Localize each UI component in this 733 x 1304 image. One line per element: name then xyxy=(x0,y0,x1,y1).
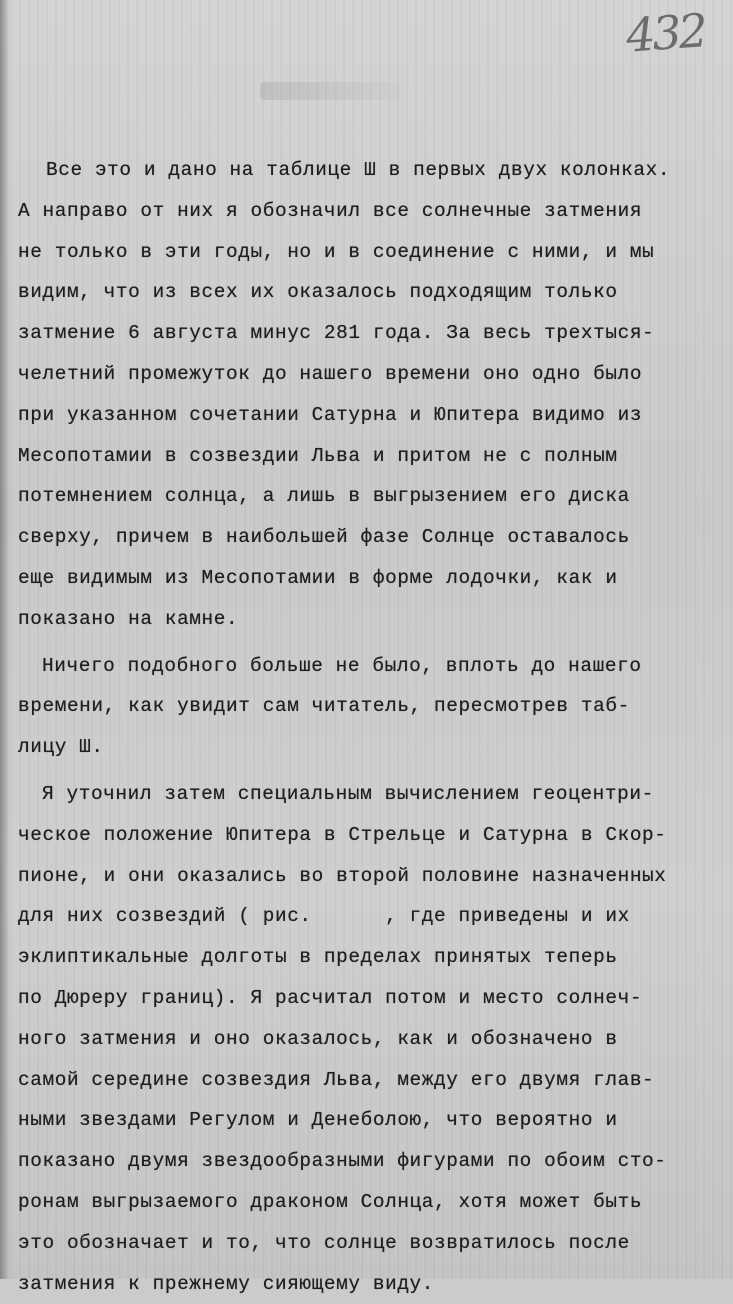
text-line: сверху, причем в наибольшей фазе Солнце оставалось xyxy=(18,526,630,549)
text-line: показано на камне. xyxy=(18,607,239,630)
text-line: для них созвездий ( рис. , где приведены и их xyxy=(18,905,630,928)
text-line: Ничего подобного больше не было, вплоть до нашего xyxy=(42,654,642,677)
text-line: самой середине созвездия Льва, между его двумя глав- xyxy=(18,1068,655,1091)
typed-text-body xyxy=(18,150,730,1304)
text-line: Я уточнил затем специальным вычислением геоцентри- xyxy=(42,782,654,805)
text-line: эклиптикальные долготы в пределах принятых теперь xyxy=(18,946,618,969)
text-line: это обозначает и то, что солнце возвратилось после xyxy=(18,1231,630,1254)
text-line: Все это и дано на таблице Ш в первых двух колонках. xyxy=(46,159,671,181)
text-line: не только в эти годы, но и в соединение с ними, и мы xyxy=(18,240,655,263)
text-line: по Дюреру границ). Я расчитал потом и место солнеч- xyxy=(18,986,643,1009)
text-line: ными звездами Регулом и Денеболою, что вероятно и xyxy=(18,1109,618,1132)
text-line: челетний промежуток до нашего времени оно одно было xyxy=(18,362,643,385)
text-line: потемнением солнца, а лишь в выгрызением его диска xyxy=(18,485,630,508)
text-line: ного затмения и оно оказалось, как и обозначено в xyxy=(18,1027,618,1050)
text-line: показано двумя звездообразными фигурами по обоим сто- xyxy=(18,1150,667,1173)
scan-edge xyxy=(0,0,10,1279)
text-line: ческое положение Юпитера в Стрельце и Сатурна в Скор- xyxy=(18,823,667,846)
text-line: времени, как увидит сам читатель, пересмотрев таб- xyxy=(18,695,630,718)
text-line: ронам выгрызаемого драконом Солнца, хотя может быть xyxy=(18,1190,643,1213)
text-line: Месопотамии в созвездии Льва и притом не с полным xyxy=(18,444,618,467)
text-line: А направо от них я обозначил все солнечные затмения xyxy=(18,199,643,222)
text-line: затмения к прежнему сияющему виду. xyxy=(18,1272,435,1295)
faint-pencil-mark xyxy=(260,82,400,100)
text-line: еще видимым из Месопотамии в форме лодочки, как и xyxy=(18,566,618,589)
text-line: при указанном сочетании Сатурна и Юпитера видимо из xyxy=(18,403,643,426)
text-line: пионе, и они оказались во второй половине назначенных xyxy=(18,864,667,887)
text-line: затмение 6 августа минус 281 года. За весь трехтыся- xyxy=(18,322,655,345)
text-line: видим, что из всех их оказалось подходящим только xyxy=(18,281,618,304)
text-line: лицу Ш. xyxy=(18,736,104,759)
handwritten-page-number: 432 xyxy=(624,3,707,63)
